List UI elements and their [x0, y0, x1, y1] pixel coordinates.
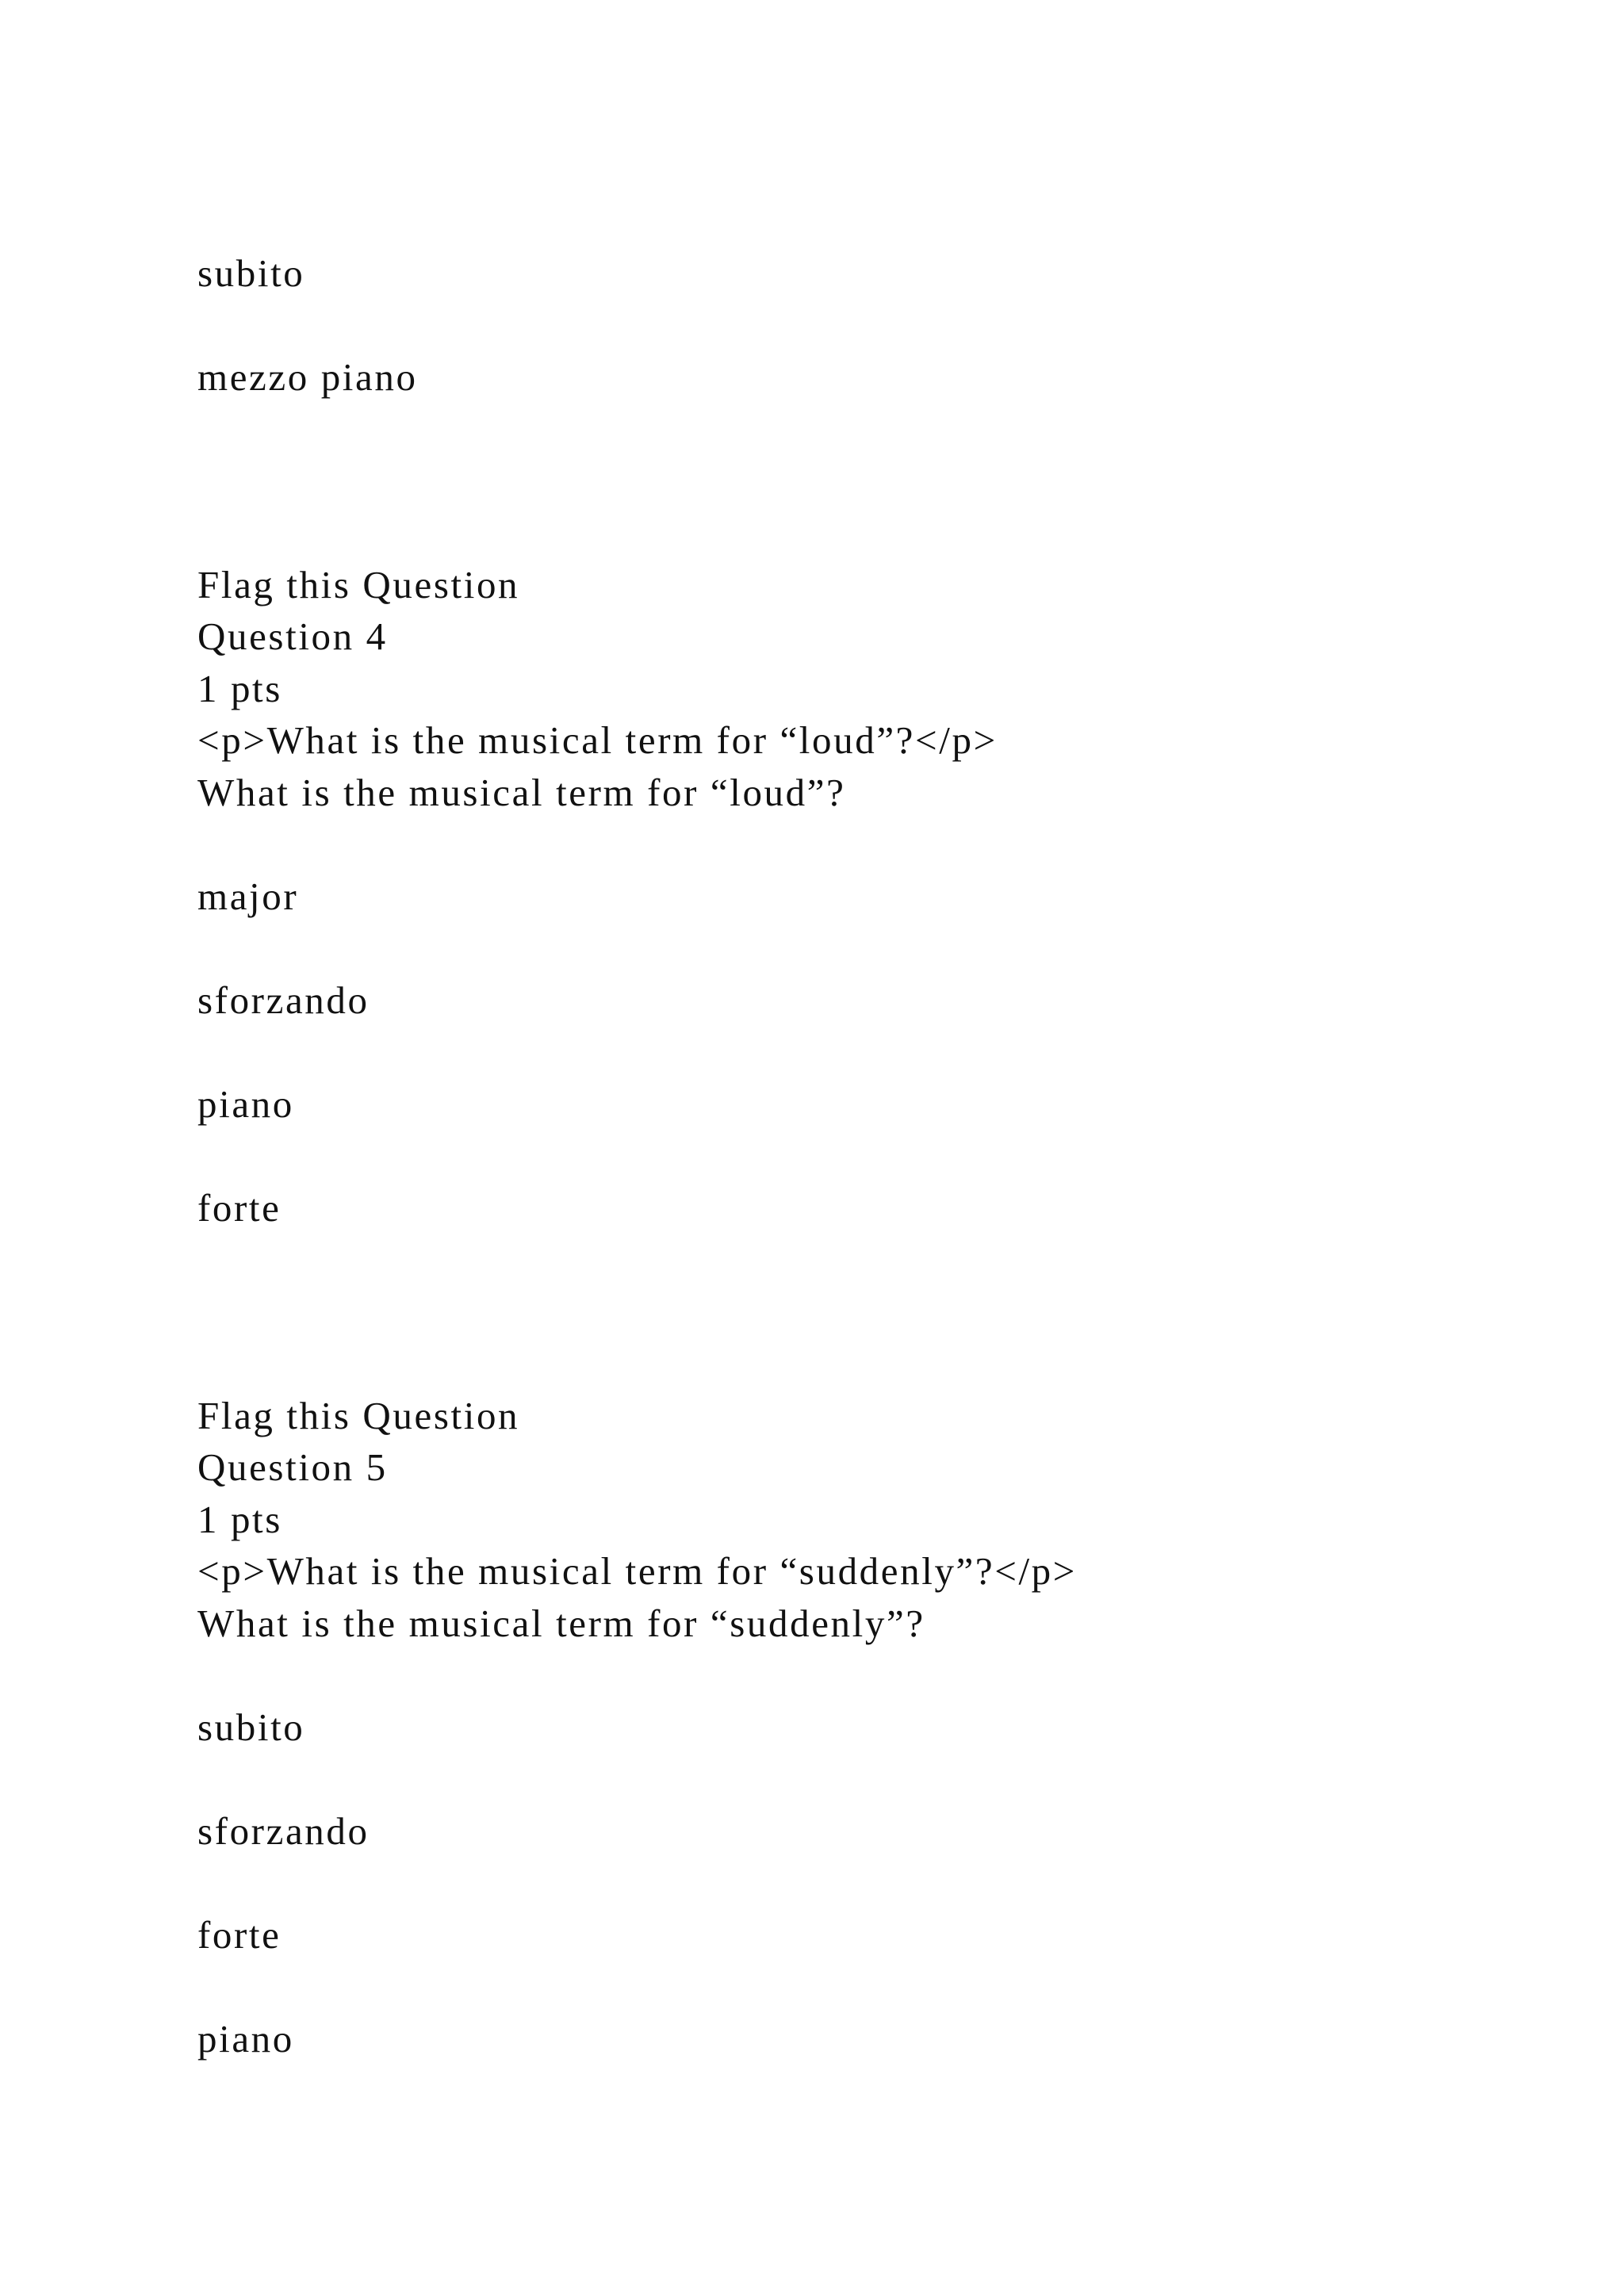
question-points: 1 pts — [197, 667, 282, 710]
answer-option[interactable]: subito — [197, 1705, 305, 1749]
answer-option[interactable]: piano — [197, 2017, 294, 2061]
question-title: Question 5 — [197, 1445, 388, 1489]
question-title: Question 4 — [197, 614, 388, 658]
question-raw-html: <p>What is the musical term for “suddenly”?</p> — [197, 1549, 1078, 1593]
question-prompt: What is the musical term for “suddenly”? — [197, 1601, 925, 1645]
answer-option: mezzo piano — [197, 355, 418, 399]
question-raw-html: <p>What is the musical term for “loud”?</p> — [197, 718, 998, 762]
flag-question-link[interactable]: Flag this Question — [197, 1394, 520, 1437]
question-prompt: What is the musical term for “loud”? — [197, 771, 846, 814]
answer-option[interactable]: sforzando — [197, 978, 370, 1022]
question-points: 1 pts — [197, 1498, 282, 1541]
answer-option[interactable]: piano — [197, 1082, 294, 1126]
answer-option[interactable]: forte — [197, 1186, 282, 1230]
answer-option[interactable]: major — [197, 874, 299, 918]
answer-option[interactable]: forte — [197, 1913, 282, 1957]
answer-option[interactable]: sforzando — [197, 1809, 370, 1853]
flag-question-link[interactable]: Flag this Question — [197, 563, 520, 607]
answer-option: subito — [197, 251, 305, 295]
